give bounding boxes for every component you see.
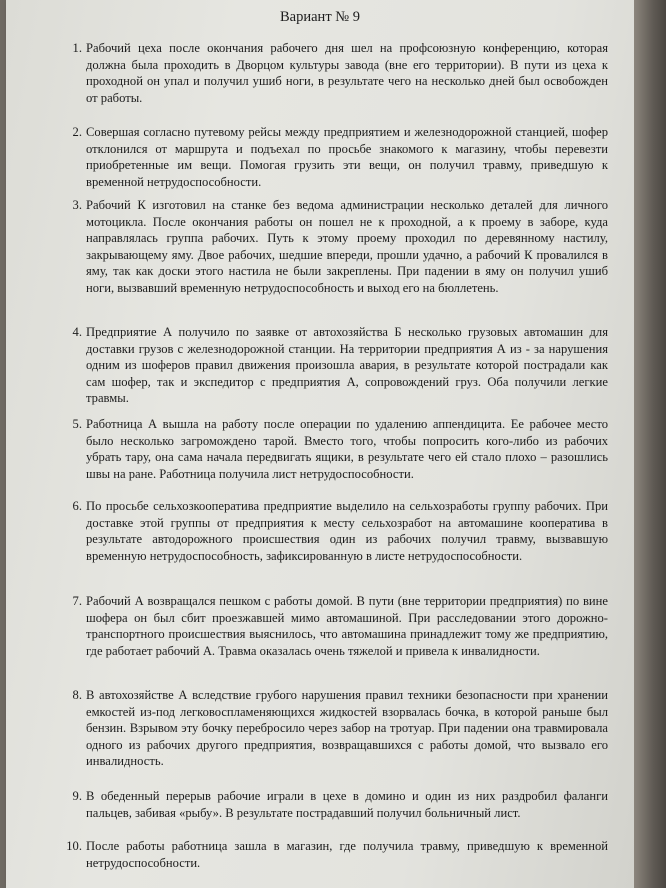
item-number: 7. [72, 594, 82, 608]
item-number: 1. [72, 41, 82, 55]
item-text: Рабочий А возвращался пешком с работы домой. В пути (вне территории предприятия) по вине шофера он был сбит проезжавшей мимо автомашиной. При расследовании этого дорожно-транспортного происшествия выяснилось, что автомашина принадлежит тому же предприятию, где работает рабочий А. Травма оказалась очень тяжелой и привела к инвалидности. [86, 594, 608, 658]
document-page [6, 0, 634, 888]
item-text: Рабочий К изготовил на станке без ведома администрации несколько деталей для личного мотоцикла. После окончания работы он пошел не к проходной, а к проему в заборе, куда направлялась группа рабочих. Путь к этому проему проходил по деревянному настилу, закрывающему яму. Двое рабочих, шедшие впереди, прошли удачно, а рабочий К провалился в яму, так как доски этого настила не были закреплены. При падении в яму он получил ушиб ноги, вызвавший временную нетрудоспособность и выход его на бюллетень. [86, 198, 608, 295]
item-number: 5. [72, 417, 82, 431]
item-number: 3. [72, 198, 82, 212]
item-number: 8. [72, 688, 82, 702]
item-number: 2. [72, 125, 82, 139]
item-number: 9. [72, 789, 82, 803]
page-title: Вариант № 9 [280, 9, 360, 25]
item-number: 10. [66, 839, 82, 853]
item-text: Рабочий цеха после окончания рабочего дня шел на профсоюзную конференцию, которая должна была проходить в Дворцом культуры завода (вне его территории). В пути из цеха к проходной он упал и получил ушиб ноги, в результате чего на несколько дней был освобожден от работы. [86, 41, 608, 105]
item-text: Предприятие А получило по заявке от автохозяйства Б несколько грузовых автомашин для доставки грузов с железнодорожной станции. На территории предприятия А из - за нарушения одним из шоферов правил движения произошла авария, в результате которой пострадали как сам шофер, так и экспедитор с предприятия А, сопровождений груз. Оба получили легкие травмы. [86, 325, 608, 406]
item-text: После работы работница зашла в магазин, где получила травму, приведшую к временной нетрудоспособности. [86, 839, 608, 870]
item-text: Работница А вышла на работу после операции по удалению аппендицита. Ее рабочее место было несколько загромождено тарой. Вместо того, чтобы попросить кого-либо из рабочих убрать тару, она сама начала передвигать ящики, в результате чего ей стало плохо – разошлись швы на ране. Работница получила лист нетрудоспособности. [86, 417, 608, 481]
item-number: 6. [72, 499, 82, 513]
binder-edge [634, 0, 666, 888]
item-text: По просьбе сельхозкооператива предприятие выделило на сельхозработы группу рабочих. При доставке этой группы от предприятия к месту сельхозработ на автомашине кооператива в результате автодорожного происшествия один из рабочих получил травму, вызвавшую временную нетрудоспособность, зафиксированную в листе нетрудоспособности. [86, 499, 608, 563]
item-text: В обеденный перерыв рабочие играли в цехе в домино и один из них раздробил фаланги пальцев, забивая «рыбу». В результате пострадавший получил больничный лист. [86, 789, 608, 820]
item-text: Совершая согласно путевому рейсы между предприятием и железнодорожной станцией, шофер отклонился от маршрута и подъехал по просьбе знакомого к магазину, чтобы перевезти приобретенные им вещи. Помогая грузить эти вещи, он получил травму, приведшую к временной нетрудоспособности. [86, 125, 608, 189]
item-number: 4. [72, 325, 82, 339]
item-text: В автохозяйстве А вследствие грубого нарушения правил техники безопасности при хранении емкостей из-под легковоспламеняющихся жидкостей взорвалась бочка, в которой раньше был бензин. Взрывом эту бочку перебросило через забор на тротуар. При падении она травмировала одного из рабочих другого предприятия, возвращавшихся с работы домой, что вызвало его инвалидность. [86, 688, 608, 769]
